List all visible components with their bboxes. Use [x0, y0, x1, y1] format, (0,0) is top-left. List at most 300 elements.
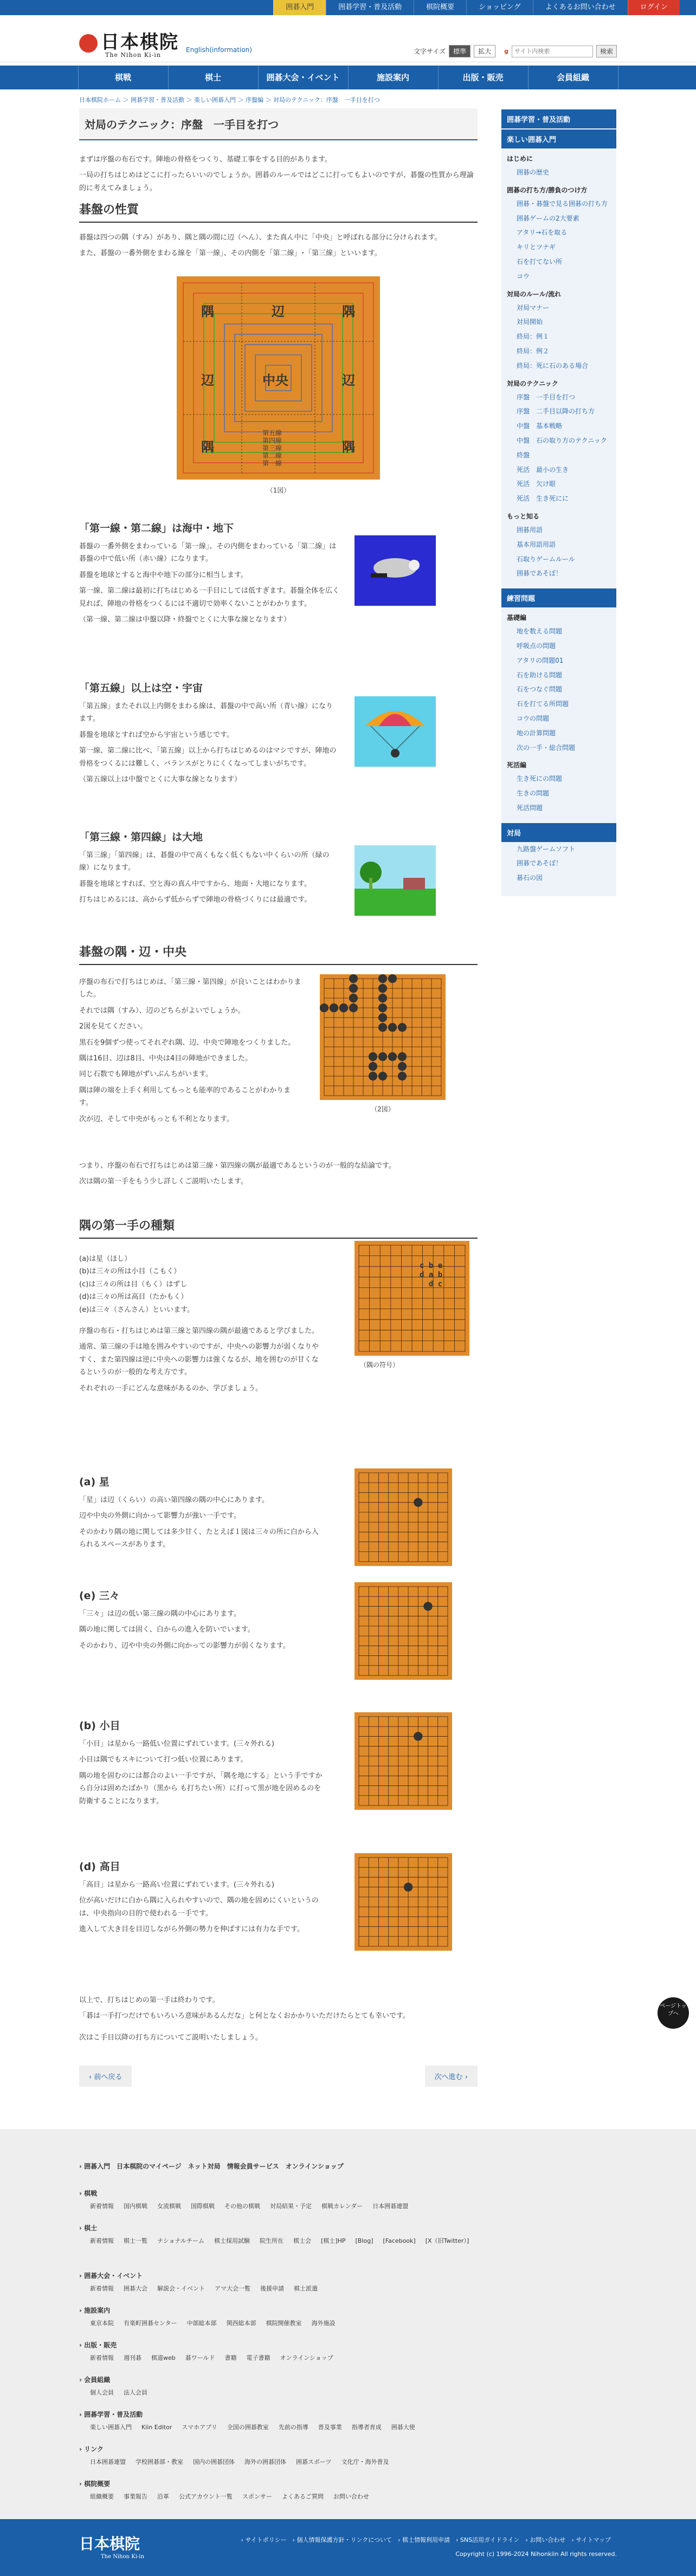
sidebar-head[interactable]: 楽しい囲碁入門: [501, 130, 616, 148]
footer-link[interactable]: 棋士派遣: [294, 2285, 318, 2292]
sidebar-item[interactable]: 中盤 基本戦略: [517, 422, 563, 430]
paragraph: 隅は16目、辺は8目、中央は4目の陣地ができました。: [79, 1054, 253, 1063]
footer-section: [79, 2161, 616, 2171]
section-conclusion: [79, 1994, 478, 2047]
sidebar-item[interactable]: 囲碁ゲームの2大要素: [517, 214, 579, 222]
subsection-heading: 「第五線」以上は空・宇宙: [79, 682, 203, 694]
sidebar-item[interactable]: 囲碁用語: [517, 526, 543, 534]
footer-link[interactable]: 棋士会: [293, 2237, 312, 2244]
sidebar-head[interactable]: 練習問題: [501, 588, 616, 607]
footer-link[interactable]: 解説会・イベント: [157, 2285, 205, 2292]
subsection-heading: 「第三線・第四線」は大地: [79, 831, 203, 843]
nav-kisen[interactable]: 棋戦: [78, 66, 168, 89]
paragraph: 「星」は辺（くらい）の高い第四線の隅の中心にあります。: [79, 1496, 269, 1504]
footer-section: [79, 2223, 616, 2247]
corner-letters: c b e d a b d c: [420, 1261, 443, 1289]
black-stone: [320, 1004, 328, 1012]
footer-link[interactable]: 国内棋戦: [124, 2203, 147, 2210]
section-heading: 碁盤の性質: [79, 200, 478, 223]
black-stone: [398, 1023, 407, 1032]
paragraph: 辺や中央の外側に向かって影響力が強い一手です。: [79, 1512, 241, 1520]
search-button[interactable]: 検索: [596, 45, 617, 57]
black-stone: [378, 984, 387, 993]
footer-section: [79, 2375, 616, 2399]
footer-link[interactable]: 新着情報: [90, 2237, 114, 2244]
footer-link[interactable]: よくあるご質問: [281, 2493, 324, 2500]
footer-section: [79, 2306, 616, 2329]
paragraph: それでは隅（すみ）、辺のどちらがよいでしょうか。: [79, 1006, 245, 1015]
figure-caption: （1図）: [266, 487, 291, 494]
sidebar-item[interactable]: 石をつなぐ問題: [517, 685, 563, 694]
label-corner: 隅: [201, 439, 214, 455]
paragraph: 隅は陣の端を上手く利用してもっとも能率的であることがわかります。: [79, 1086, 291, 1108]
sidebar-item[interactable]: 石取りゲームルール: [517, 555, 575, 563]
land-illustration: [355, 845, 436, 916]
nav-publishing[interactable]: 出版・販売: [438, 66, 528, 89]
sidebar-subhead: 囲碁の打ち方/勝負のつけ方: [507, 186, 588, 194]
sidebar-item[interactable]: 石を助ける問題: [517, 671, 563, 679]
sidebar-item[interactable]: 対局開始: [517, 318, 543, 326]
footer-link[interactable]: 学校囲碁部・教室: [136, 2458, 183, 2465]
label-edge: 辺: [342, 373, 355, 388]
label-center: 中央: [262, 373, 288, 388]
sidebar-item[interactable]: 囲碁であそぼ！: [517, 569, 563, 578]
footer-link[interactable]: 新着情報: [90, 2285, 114, 2292]
paragraph: 「三々」は辺の低い第三線の隅の中心にあります。: [79, 1610, 241, 1618]
footer-heading[interactable]: › 囲碁入門 日本棋院のマイページ ネット対局 情報会員サービス オンラインショップ: [79, 2163, 344, 2170]
footer-link[interactable]: ナショナルチーム: [157, 2237, 205, 2244]
paragraph: それぞれの一手にどんな意味があるのか、学びましょう。: [79, 1384, 263, 1393]
black-stone: [404, 1882, 413, 1891]
go-board-diagram: [355, 1712, 452, 1810]
topbar-link-intro[interactable]: 囲碁入門: [273, 0, 326, 15]
sidebar-item[interactable]: 生き死にの問題: [517, 775, 563, 783]
go-board-diagram: [320, 974, 446, 1100]
footer-section: [79, 2444, 616, 2468]
list-item: (e)は三々（さんさん）といいます。: [79, 1305, 195, 1314]
section-hoshi: [79, 1474, 478, 1555]
section-sansan: [79, 1588, 478, 1655]
sidebar-item[interactable]: 囲碁の歴史: [517, 169, 550, 176]
sidebar-item[interactable]: 呼吸点の問題: [517, 642, 556, 650]
footer-link[interactable]: 院生所在: [260, 2237, 284, 2244]
paragraph: （第五線以上は中盤でとくに大事な線となります）: [79, 775, 242, 784]
paragraph: つまり、序盤の布石で打ちはじめは第三線・第四線の隅が最適であるというのが一般的な結論です。: [79, 1162, 396, 1170]
footer-link[interactable]: スマホアプリ: [182, 2424, 217, 2431]
footer-link[interactable]: 海外施設: [311, 2320, 336, 2327]
footer-bottom-link[interactable]: › 棋士情報利用申請: [398, 2536, 456, 2543]
sidebar-subhead: 対局のルール/流れ: [507, 290, 562, 298]
section-heading: 隅の第一手の種類: [79, 1216, 478, 1239]
chevron-left-icon: ‹: [89, 2073, 94, 2081]
sidebar-item[interactable]: アタリの問題01: [517, 656, 564, 664]
footer-link[interactable]: 棋戦カレンダー: [321, 2203, 363, 2210]
footer-link[interactable]: 国際棋戦: [191, 2203, 215, 2210]
fontsize-normal-button[interactable]: 標準: [449, 45, 471, 57]
footer-bottom-link[interactable]: › サイトマップ: [571, 2536, 617, 2543]
paragraph: 黒石を9個ずつ使ってそれぞれ隅、辺、中央で陣地をつくりました。: [79, 1038, 295, 1047]
sidebar-item[interactable]: 九路盤ゲームソフト: [517, 845, 576, 853]
black-stone: [330, 1004, 338, 1012]
login-button[interactable]: ログイン: [628, 0, 680, 15]
black-stone: [388, 1023, 397, 1032]
sidebar-item[interactable]: 石を打てない所: [517, 257, 563, 266]
label-corner: 隅: [342, 439, 355, 455]
sidebar-item[interactable]: 中盤 石の取り方のテクニック: [517, 436, 607, 444]
footer-heading[interactable]: › 出版・販売: [79, 2341, 117, 2349]
paragraph: 次はこ手目以降の打ち方についてご説明いたしましょう。: [79, 2033, 262, 2042]
paragraph: 序盤の布石で打ちはじめは、「第三線・第四線」が良いことはわかりました。: [79, 978, 301, 999]
logo-mark-icon: [79, 34, 98, 53]
sidebar-item[interactable]: 対局マナー: [517, 303, 550, 312]
sidebar-item[interactable]: コウの問題: [517, 714, 550, 722]
black-stone: [414, 1732, 422, 1740]
paragraph: そのかわり隅の地に関しては多少甘く、たとえば１図は三々の所に白から入られるスペースがあります。: [79, 1528, 319, 1549]
sidebar-subhead: 基礎編: [507, 614, 527, 622]
footer-heading[interactable]: › 棋院概要: [79, 2480, 111, 2488]
paragraph: 碁盤の一番外側をまわっている「第一線」、その内側をまわっている「第二線」は碁盤の中で低い所（赤い線）になります。: [79, 542, 337, 564]
footer-link[interactable]: 対局結果・予定: [270, 2203, 312, 2210]
list-item: (a)は星（ほし）: [79, 1255, 132, 1263]
subsection-heading: 「第一線・第二線」は海中・地下: [79, 522, 234, 534]
go-board-diagram: [355, 1468, 452, 1566]
board-figure-1: [177, 276, 380, 494]
footer-bottom-link[interactable]: › SNS活用ガイドライン: [455, 2536, 526, 2543]
footer-link[interactable]: [Blog]: [355, 2237, 373, 2244]
sidebar-item[interactable]: 死活 最小の生き: [517, 465, 569, 474]
black-stone: [369, 1072, 377, 1080]
sidebar-subhead: 死活編: [507, 761, 527, 769]
section-line-5: [79, 680, 478, 789]
label-edge: 辺: [272, 304, 285, 319]
footer-bottom-link[interactable]: › 個人情報保護方針・リンクについて: [292, 2536, 398, 2543]
footer-link[interactable]: 組織概要: [90, 2493, 114, 2500]
footer-link[interactable]: [棋士]HP: [321, 2237, 346, 2244]
go-board-diagram: [355, 1241, 469, 1356]
paragraph: 「碁は一手打つだけでもいろいろ意味があるんだな」と何となくおかかりいただけたらとても幸いです。: [79, 2012, 410, 2021]
footer-link[interactable]: アマ大会一覧: [215, 2285, 250, 2292]
footer: [0, 2129, 696, 2519]
section-lines-34: [79, 829, 478, 910]
section-lines-12: [79, 520, 478, 629]
footer-link[interactable]: スポンサー: [242, 2493, 272, 2500]
sidebar-item[interactable]: 囲碁・碁盤で見る囲碁の打ち方: [517, 199, 608, 208]
google-icon: g: [504, 48, 508, 55]
sidebar-subhead: はじめに: [507, 155, 533, 163]
sidebar-item[interactable]: 終盤: [517, 451, 530, 459]
fontsize-label: 文字サイズ: [414, 48, 446, 55]
label-corner: 隅: [342, 304, 355, 319]
sidebar-item[interactable]: 死活問題: [517, 804, 543, 812]
sidebar-subhead: もっと知る: [507, 512, 540, 520]
fontsize-large-button[interactable]: 拡大: [474, 45, 495, 57]
footer-link[interactable]: 東京本院: [90, 2320, 114, 2327]
sidebar-item[interactable]: キリとツナギ: [517, 243, 556, 251]
sidebar-item[interactable]: 死活 生き死にに: [517, 495, 569, 503]
black-stone: [378, 1023, 387, 1032]
footer-link[interactable]: 棋院開催教室: [266, 2320, 302, 2327]
footer-link[interactable]: 国内の囲碁団体: [193, 2458, 235, 2465]
footer-link[interactable]: 後援申請: [260, 2285, 284, 2292]
black-stone: [378, 974, 387, 983]
black-stone: [398, 1062, 407, 1071]
paragraph: 碁盤は四つの隅（すみ）があり、隅と隅の間に辺（へん）、また真ん中に「中央」と呼ばれる部分に分けられます。: [79, 234, 442, 242]
footer-link[interactable]: 全国の囲碁教室: [227, 2424, 269, 2431]
black-stone: [378, 1052, 387, 1061]
footer-heading[interactable]: › 会員組織: [79, 2376, 111, 2384]
footer-link[interactable]: 公式アカウント一覧: [179, 2493, 233, 2500]
footer-link[interactable]: 沿革: [157, 2493, 169, 2500]
black-stone: [398, 1072, 407, 1080]
site-logo[interactable]: 日本棋院 The Nihon Ki-in: [79, 27, 179, 59]
black-stone: [349, 974, 358, 983]
paragraph: 位が高いだけに白から隅に入られやすいので、隅の地を固めにくいというのは、中央指向の目的で使われる一手です。: [79, 1897, 319, 1918]
footer-link[interactable]: 棋士採用試験: [214, 2237, 250, 2244]
footer-link[interactable]: 新着情報: [90, 2354, 114, 2361]
footer-heading[interactable]: › リンク: [79, 2445, 104, 2453]
paragraph: 碁盤を地球とすれば、空と海の真ん中ですから、地面・大地になります。: [79, 879, 311, 888]
paragraph: 隅の地を固むのには都合のよい一手ですが、「隅を地にする」という手ですから自分は固めたばかり（黒から も打ちたい所）に打って黒が地を固めるのを防衛することになります。: [79, 1771, 323, 1805]
footer-link[interactable]: 法人会員: [124, 2389, 147, 2396]
paragraph: 序盤の布石・打ちはじめは第三線と第四線の隅が最適であると学びました。: [79, 1326, 319, 1335]
copyright: Copyright (c) 1996-2024 Nihonkiin All rights reserved.: [455, 2551, 617, 2558]
paragraph: 同じ石数でも陣地がずいぶんちがいます。: [79, 1070, 212, 1079]
footer-section: [79, 2189, 616, 2212]
section-takamoku: [79, 1859, 478, 1939]
section-heading: 碁盤の隅・辺・中央: [79, 943, 478, 965]
english-link[interactable]: English(information): [186, 46, 252, 54]
logo-english: The Nihon Ki-in: [105, 51, 161, 59]
footer-link[interactable]: その他の棋戦: [224, 2203, 260, 2210]
section-board-nature: [79, 200, 478, 494]
topbar-link-faq[interactable]: よくあるお問い合わせ: [533, 0, 628, 15]
black-stone: [378, 1004, 387, 1012]
black-stone: [349, 1004, 358, 1012]
footer-link[interactable]: 楽しい囲碁入門: [90, 2424, 132, 2431]
footer-link[interactable]: 中部総本部: [186, 2320, 217, 2327]
paragraph: （第一線、第二線は中盤以降・終盤でとくに大事な線となります）: [79, 615, 291, 624]
sidebar-item[interactable]: コウ: [517, 272, 530, 280]
black-stone: [414, 1498, 422, 1506]
sidebar-subhead: 対局のテクニック: [507, 379, 558, 387]
footer-bottom-links: [241, 2535, 617, 2544]
black-stone: [388, 974, 397, 983]
paragraph: 第一線、第二線は最初に打ちはじめる一手目にしては低すぎます。碁盤全体を広く見れば、陣地の骨格をつくるには不適切で効率くないことがわかります。: [79, 587, 339, 608]
paragraph: 碁盤を地球とすれば空から宇宙という感じです。: [79, 730, 234, 739]
paragraph: 「小目」は星から一路低い位置にずれています。(三々外れる): [79, 1740, 275, 1748]
line-labels: 第五線 第四線 第三線 第二線 第一線: [262, 429, 282, 467]
nav-facilities[interactable]: 施設案内: [348, 66, 438, 89]
global-nav: [0, 66, 696, 89]
intro-text: 一局の打ちはじめはどこに打ったらいいのでしょうか。囲碁のルールではどこに打ってもよいのですが、碁盤の性質から理論的に考えてみましょう。: [79, 171, 474, 192]
footer-link[interactable]: 文化庁・海外普及: [341, 2458, 389, 2465]
black-stone: [378, 994, 387, 1002]
footer-link[interactable]: 普及事業: [318, 2424, 342, 2431]
sidebar-item[interactable]: 次の一手・総合問題: [517, 743, 576, 752]
footer-link[interactable]: 関西総本部: [226, 2320, 256, 2327]
footer-section: [79, 2340, 616, 2364]
paragraph: また、碁盤の一番外側をまわる線を「第一線」、その内側を「第二線」･「第三線」といいます。: [79, 249, 382, 258]
next-button[interactable]: 次へ進む ›: [425, 2066, 478, 2087]
section-komoku: [79, 1718, 478, 1811]
paragraph: 碁盤を地球とすると海中や地下の部分に相当します。: [79, 571, 248, 579]
prev-button[interactable]: ‹ 前へ戻る: [79, 2066, 132, 2087]
footer-link[interactable]: 棋士一覧: [124, 2237, 147, 2244]
main-content: [79, 108, 478, 2042]
paragraph: 進入して大き目を目辺しながら外側の勢力を伸ばすには有力な手です。: [79, 1925, 304, 1934]
footer-link[interactable]: 碁ワールド: [185, 2354, 215, 2361]
sidebar-item[interactable]: 終局：例１: [517, 333, 550, 341]
list-item: (b)は三々の所は小目（こもく）: [79, 1267, 181, 1276]
header: [0, 15, 696, 62]
topbar-link-learning[interactable]: 囲碁学習・普及活動: [326, 0, 414, 15]
black-stone: [369, 1052, 377, 1061]
footer-link[interactable]: 先前の指導: [278, 2424, 308, 2431]
nav-kishi[interactable]: 棋士: [168, 66, 258, 89]
sidebar-item[interactable]: 地の計算問題: [517, 729, 556, 737]
paragraph: 「高目」は星から一路高い位置にずれています。(三々外れる): [79, 1881, 275, 1889]
page-title: 対局のテクニック：序盤 一手目を打つ: [79, 108, 478, 140]
black-stone: [349, 994, 358, 1002]
paragraph: 打ちはじめるには、高からず低からずで陣地の骨格づくりには最適です。: [79, 896, 312, 904]
footer-heading[interactable]: › 囲碁大会・イベント: [79, 2272, 143, 2280]
sidebar-item[interactable]: 石を打てる所問題: [517, 700, 569, 708]
sidebar-item[interactable]: 序盤 一手目を打つ: [517, 393, 576, 401]
page-top-button[interactable]: ページトップへ: [658, 1997, 689, 2029]
footer-section: [79, 2479, 616, 2503]
header-tools: [414, 45, 617, 57]
topbar-link-about[interactable]: 棋院概要: [414, 0, 466, 15]
section-first-move-types: [79, 1216, 478, 1398]
footer-link[interactable]: 指導者育成: [351, 2424, 382, 2431]
section-corner-edge-center: [79, 943, 478, 1186]
sidebar-item[interactable]: 囲碁であそぼ！: [517, 859, 563, 868]
label-edge: 辺: [201, 373, 214, 388]
sidebar-item[interactable]: 碁石の図: [517, 874, 543, 882]
footer-link[interactable]: 書籍: [224, 2354, 237, 2361]
pager: [79, 2066, 478, 2087]
footer-link[interactable]: お問い合わせ: [333, 2493, 369, 2500]
paragraph: 「第五線」またそれ以上内側をまわる線は、碁盤の中で高い所（青い線）になります。: [79, 702, 333, 723]
footer-link[interactable]: 棋道web: [151, 2354, 176, 2361]
footer-link[interactable]: 日本囲碁連盟: [90, 2458, 126, 2465]
footer-heading[interactable]: › 棋戦: [79, 2190, 98, 2197]
paragraph: 通常、第三線の手は地を囲みやすいのですが、中央への影響力が弱くなりやすく、また第四線は逆に中央への影響力は強くなるが、地を囲むのが甘くなるというのが一般的な考え方です。: [79, 1343, 319, 1377]
footer-section: [79, 2410, 616, 2433]
footer-section: [79, 2271, 616, 2295]
topbar-link-shopping[interactable]: ショッピング: [466, 0, 532, 15]
paragraph: 以上で、打ちはじめの第一手は終わりです。: [79, 1996, 220, 2004]
search-input[interactable]: [512, 46, 593, 57]
list-item: (d)は三々の所は高目（たかもく）: [79, 1293, 188, 1302]
sidebar-item[interactable]: 基本用語用語: [517, 540, 556, 548]
footer-link[interactable]: 海外の囲碁団体: [244, 2458, 286, 2465]
black-stone: [349, 984, 358, 993]
sidebar-head[interactable]: 囲碁学習・普及活動: [501, 109, 616, 128]
chevron-right-icon: ›: [462, 2073, 468, 2081]
footer-link[interactable]: 個人会員: [90, 2389, 114, 2396]
footer-link[interactable]: [X（旧Twitter）]: [425, 2237, 469, 2244]
footer-link[interactable]: [Facebook]: [383, 2237, 416, 2244]
paragraph: そのかわり、辺や中央の外側に向かっての影響力が弱くなります。: [79, 1641, 290, 1650]
paragraph: 次は隅の第一手をもう少し詳しくご説明いたします。: [79, 1177, 248, 1186]
subsection-heading: (d) 高目: [79, 1861, 120, 1873]
breadcrumb[interactable]: 日本棋院ホーム ＞ 囲碁学習・普及活動 ＞ 楽しい囲碁入門 ＞ 序盤編 ＞ 対局のテクニック：序盤 一手目を打つ: [79, 96, 380, 103]
paragraph: 隅の地に関しては固く、白からの進入を防いでいます。: [79, 1626, 255, 1634]
label-corner: 隅: [201, 304, 214, 319]
subsection-heading: (a) 星: [79, 1476, 109, 1488]
intro-text: まずは序盤の布石です。陣地の骨格をつくり、基礎工事をする目的があります。: [79, 156, 332, 164]
footer-link[interactable]: オンラインショップ: [280, 2354, 333, 2361]
sidebar-item[interactable]: 序盤 二手目以降の打ち方: [517, 407, 595, 416]
footer-bottom-link[interactable]: › サイトポリシー: [241, 2536, 293, 2543]
footer-link[interactable]: 囲碁大使: [391, 2424, 415, 2431]
figure-caption: （隅の符号）: [360, 1361, 399, 1369]
paragraph: 小目は隅でもスキについて打つ低い位置にあります。: [79, 1756, 248, 1764]
black-stone: [378, 1013, 387, 1022]
top-bar: [0, 0, 696, 15]
footer-link[interactable]: 新着情報: [90, 2203, 114, 2210]
subsection-heading: (e) 三々: [79, 1590, 120, 1602]
subsection-heading: (b) 小目: [79, 1720, 120, 1732]
go-board-diagram: [355, 1853, 452, 1951]
black-stone: [423, 1602, 432, 1610]
sidebar-item[interactable]: 生きの問題: [517, 789, 550, 798]
black-stone: [378, 1072, 387, 1080]
sidebar-head[interactable]: 対局: [501, 823, 616, 842]
footer-bottom: [0, 2519, 696, 2576]
diver-illustration: [355, 535, 436, 606]
footer-link[interactable]: 週刊碁: [124, 2354, 141, 2361]
black-stone: [369, 1062, 377, 1071]
list-item: (c)は三々の所は目（もく）はずし: [79, 1280, 188, 1289]
skydiver-illustration: [355, 696, 436, 767]
footer-link[interactable]: Kiin Editor: [141, 2424, 172, 2431]
footer-logo[interactable]: 日本棋院 The Nihon Ki-in: [79, 2535, 144, 2560]
black-stone: [388, 1052, 397, 1061]
go-board-diagram: [355, 1582, 452, 1680]
board-figure-3: [355, 1241, 469, 1369]
footer-bottom-link[interactable]: › お問い合わせ: [525, 2536, 572, 2543]
footer-link[interactable]: 囲碁スポーツ: [296, 2458, 332, 2465]
footer-heading[interactable]: › 施設案内: [79, 2307, 111, 2314]
paragraph: 2図を見てください。: [79, 1022, 147, 1031]
footer-link[interactable]: 有楽町囲碁センター: [124, 2320, 177, 2327]
sidebar: [501, 108, 616, 896]
black-stone: [339, 1004, 348, 1012]
footer-link[interactable]: 日本囲碁連盟: [372, 2203, 409, 2210]
footer-link[interactable]: 女流棋戦: [157, 2203, 181, 2210]
black-stone: [398, 1052, 407, 1061]
footer-heading[interactable]: › 棋士: [79, 2224, 98, 2232]
footer-link[interactable]: 電子書籍: [246, 2354, 270, 2361]
board-figure-2: [320, 974, 446, 1121]
sidebar-item[interactable]: アタリ→石を取る: [517, 229, 568, 237]
nav-events[interactable]: 囲碁大会・イベント: [258, 66, 348, 89]
sidebar-item[interactable]: 死活 欠け眼: [517, 480, 556, 488]
sidebar-item[interactable]: 地を数える問題: [517, 627, 563, 636]
paragraph: 次が辺、そして中央がもっとも不利となります。: [79, 1115, 234, 1123]
sidebar-item[interactable]: 終局：例２: [517, 347, 550, 355]
nav-membership[interactable]: 会員組織: [528, 66, 618, 89]
paragraph: 第一線、第二線に比べ、「第五線」以上から打ちはじめるのはマシですが、陣地の骨格をつくるには難しく、バランスがとりにくくなってしまいがちです。: [79, 747, 337, 768]
footer-link[interactable]: 事業報告: [124, 2493, 147, 2500]
footer-heading[interactable]: › 囲碁学習・普及活動: [79, 2411, 143, 2418]
sidebar-item[interactable]: 終局：死に石のある場合: [517, 361, 589, 370]
figure-caption: （2図）: [371, 1105, 395, 1113]
paragraph: 「第三線」「第四線」は、碁盤の中で高くもなく低くもない中くらいの所（緑の線）になります。: [79, 851, 330, 872]
footer-link[interactable]: 囲碁大会: [124, 2285, 147, 2292]
